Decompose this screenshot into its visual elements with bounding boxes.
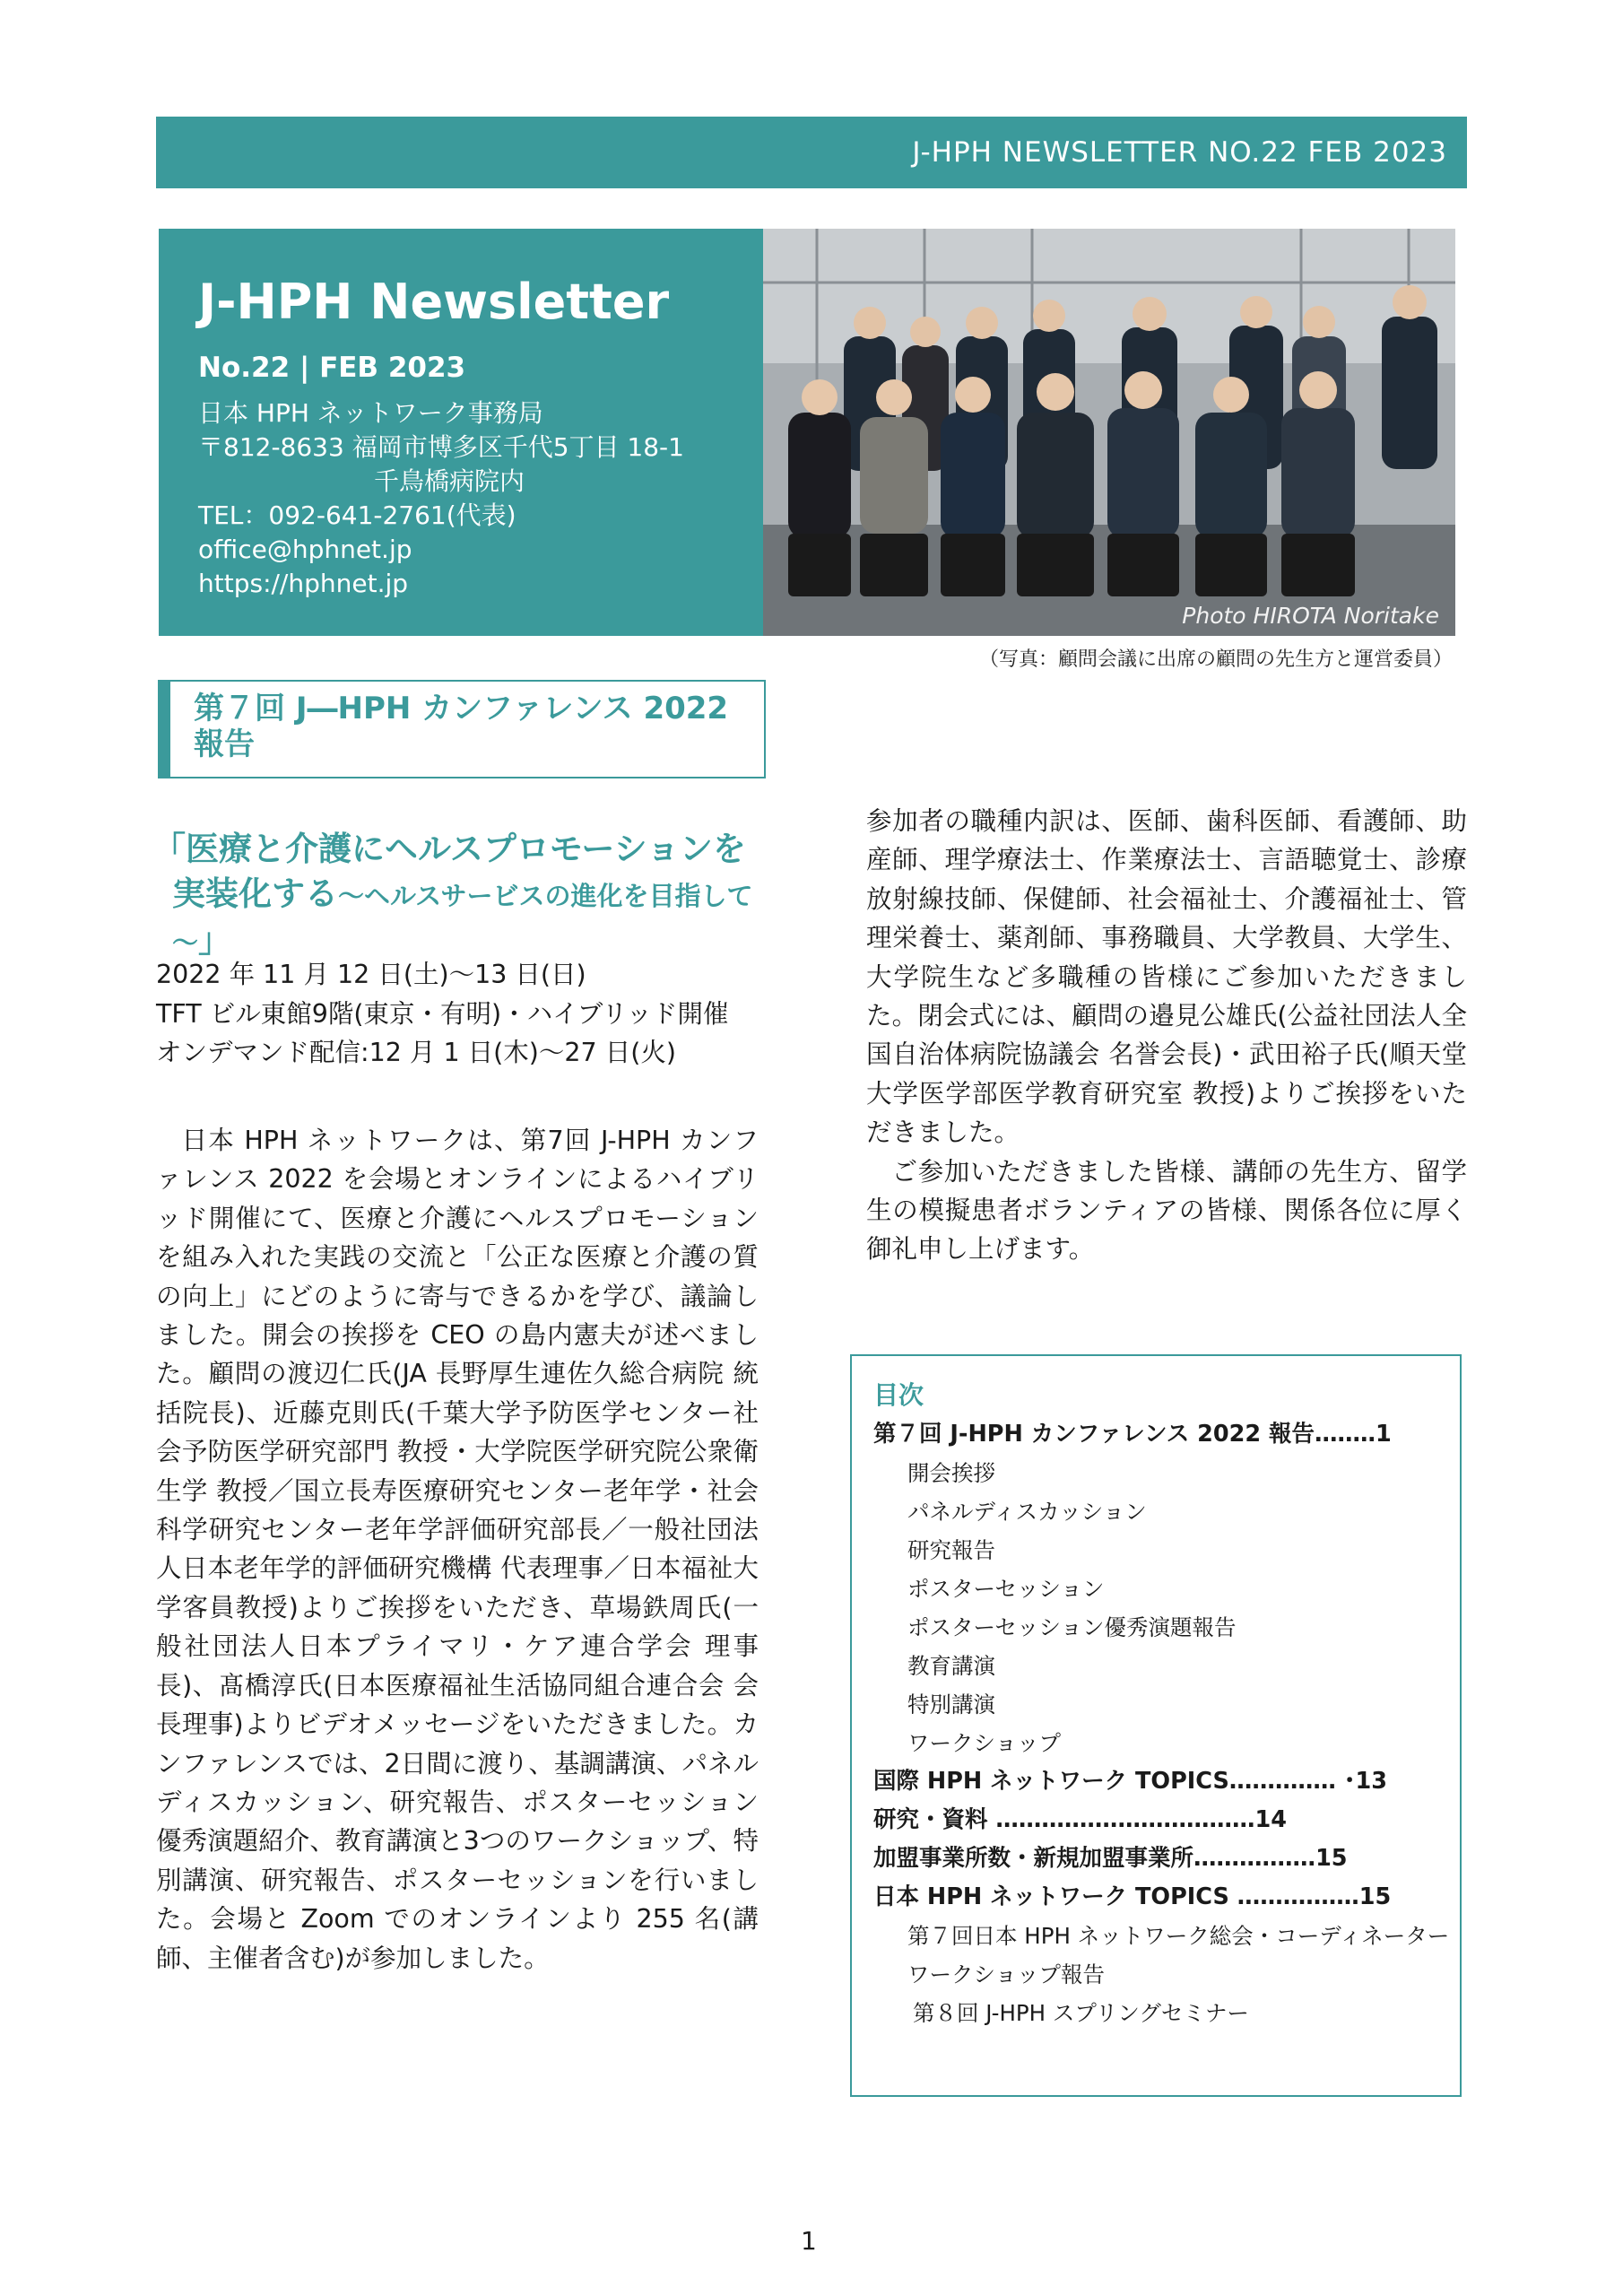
toc-entry[interactable]: 教育講演 [907, 1653, 995, 1679]
photo-credit: Photo HIROTA Noritake [1182, 603, 1439, 629]
article-paragraph: 参加者の職種内訳は、医師、歯科医師、看護師、助産師、理学療法士、作業療法士、言語聴覚士、診療放射線技師、保健師、社会福祉士、介護福祉士、管理栄養士、薬剤師、事務職員、大学教員、大学生、大学院生など多職種の皆様にご参加いただきました。閉会式には、顧問の邉見公雄氏(公益社団法人全国自治体病院協議会 名誉会長)・武田裕子氏(順天堂大学医学部医学教育研究室 教授)よりご挨拶をいただきました。 [866, 806, 1467, 1148]
toc-entry[interactable]: ワークショップ [907, 1730, 1062, 1756]
headline-line [152, 872, 780, 965]
website-line: https://hphnet.jp [198, 569, 409, 599]
toc-entry[interactable]: ポスターセッション優秀演題報告 [907, 1614, 1237, 1640]
group-photo [763, 229, 1455, 636]
event-date: 2022 年 11 月 12 日(土)～13 日(日) [156, 960, 586, 989]
group-photo-illustration [763, 229, 1455, 636]
issue-label: No.22 | FEB 2023 [198, 352, 466, 385]
email-line: office@hphnet.jp [198, 535, 412, 565]
address-line: 〒812-8633 福岡市博多区千代5丁目 18-1 [198, 432, 684, 463]
address-line: 千鳥橋病院内 [374, 466, 525, 497]
office-address [198, 396, 763, 601]
article-headline [152, 827, 780, 965]
banner-text: J-HPH NEWSLETTER NO.22 FEB 2023 [912, 136, 1447, 169]
toc-entry[interactable]: パネルディスカッション [907, 1499, 1147, 1525]
photo-caption: （写真：顧問会議に出席の顧問の先生方と運営委員） [978, 648, 1453, 671]
article-paragraph: ご参加いただきました皆様、講師の先生方、留学生の模擬患者ボランティアの皆様、関係各位に厚く御礼申し上げます。 [866, 1156, 1467, 1265]
toc-entry[interactable]: 日本 HPH ネットワーク TOPICS ‥‥‥‥‥‥‥‥15 [873, 1883, 1392, 1910]
section-heading [158, 680, 766, 778]
toc-entry[interactable]: 第８回 J-HPH スプリングセミナー [913, 2000, 1249, 2026]
section-heading-line: 第７回 J―HPH カンファレンス 2022 [194, 691, 729, 726]
event-ondemand: オンデマンド配信:12 月 1 日(木)～27 日(火) [156, 1038, 676, 1067]
toc-entry[interactable]: 開会挨拶 [907, 1460, 995, 1486]
headline-subtitle: ～ヘルスサービスの進化を目指して～ [172, 881, 753, 958]
toc-entry[interactable]: 加盟事業所数・新規加盟事業所‥‥‥‥‥‥‥‥15 [873, 1845, 1348, 1872]
phone-line: TEL：092-641-2761(代表) [198, 500, 516, 531]
newsletter-banner [156, 117, 1467, 188]
page-number: 1 [801, 2226, 817, 2256]
table-of-contents [850, 1354, 1462, 2097]
headline-line: 「医療と介護にヘルスプロモーションを [152, 830, 746, 868]
toc-entry[interactable]: 第７回日本 HPH ネットワーク総会・コーディネーター [907, 1923, 1450, 1949]
toc-entry[interactable]: 特別講演 [907, 1692, 995, 1718]
article-body-right [866, 802, 1467, 1269]
headline-main: 実装化する [172, 874, 338, 913]
address-line: 日本 HPH ネットワーク事務局 [198, 398, 543, 429]
toc-entry[interactable]: 国際 HPH ネットワーク TOPICS‥‥‥‥‥‥‥ ･13 [873, 1768, 1387, 1795]
section-heading-line: 報告 [194, 726, 255, 762]
event-info [156, 955, 784, 1073]
toc-entry[interactable]: ワークショップ報告 [907, 1961, 1106, 1987]
article-paragraph: 日本 HPH ネットワークは、第7回 J-HPH カンファレンス 2022 を会場とオンラインによるハイブリッド開催にて、医療と介護にヘルスプロモーションを組み入れた実践の交流と「公正な医療と介護の質の向上」にどのように寄与できるかを学び、議論しました。開会の挨拶を CEO の島内憲夫が述べました。顧問の渡辺仁氏(JA 長野厚生連佐久総合病院 統括院長)、近藤克則氏(千葉大学予防医学センター社会予防医学研究部門 教授・大学院医学研究院公衆衛生学 教授／国立長寿医療研究センター老年学・社会科学研究センター老年学評価研究部長／一般社団法人日本老年学的評価研究機構 代表理事／日本福祉大学客員教授)よりご挨拶をいただき、草場鉄周氏(一般社団法人日本プライマリ・ケア連合学会 理事長)、髙橋淳氏(日本医療福祉生活協同組合連合会 会長理事)よりビデオメッセージをいただきました。カンファレンスでは、2日間に渡り、基調講演、パネルディスカッション、研究報告、ポスターセッション優秀演題紹介、教育講演と3つのワークショップ、特別講演、研究報告、ポスターセッションを行いました。会場と Zoom でのオンラインより 255 名(講師、主催者含む)が参加しました。 [156, 1126, 759, 1973]
toc-entry[interactable]: 第７回 J-HPH カンファレンス 2022 報告‥‥‥‥1 [873, 1421, 1392, 1448]
headline-close: 」 [198, 921, 232, 960]
newsletter-title: J-HPH Newsletter [198, 274, 670, 330]
toc-entry[interactable]: 研究報告 [907, 1537, 995, 1563]
toc-title: 目次 [873, 1380, 924, 1410]
event-venue: TFT ビル東館9階(東京・有明)・ハイブリッド開催 [156, 998, 729, 1029]
article-body-left [156, 1121, 759, 1978]
toc-entry[interactable]: 研究・資料 ‥‥‥‥‥‥‥‥‥‥‥‥‥‥‥‥‥14 [873, 1806, 1288, 1833]
masthead-panel [159, 229, 763, 636]
toc-entry[interactable]: ポスターセッション [907, 1576, 1105, 1602]
